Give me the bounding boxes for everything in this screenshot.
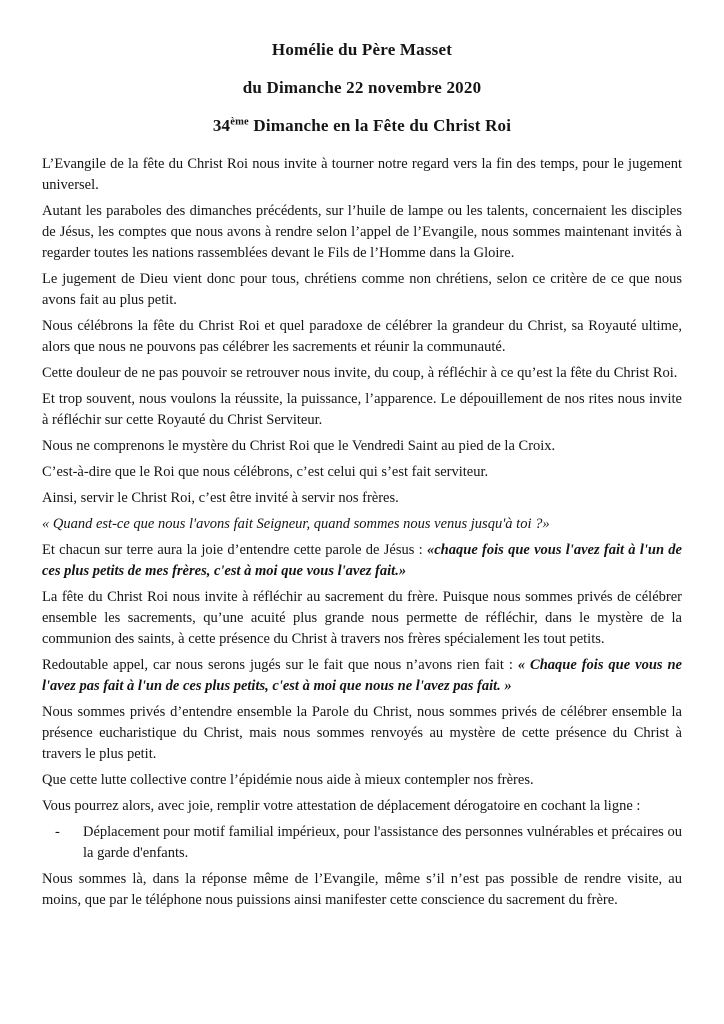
paragraph xyxy=(42,269,682,311)
body-text: Nous sommes là, dans la réponse même de l’Evangile, même s’il n’est pas possible de rendre visite, au moins, que par le téléphone nous puissions ainsi manifester cette conscience du sacrement du frère. xyxy=(42,871,682,908)
paragraph xyxy=(42,201,682,264)
body-text: La fête du Christ Roi nous invite à réfléchir au sacrement du frère. Puisque nous sommes privés de célébrer ensemble les sacrements, qu’une acuité plus grande nous permette de réfléchir, dans le mystère de la communion des saints, à cette présence du Christ à travers nos frères spécialement les tout petits. xyxy=(42,589,682,647)
quote-text: Déplacement pour motif familial impérieux, pour l'assistance des personnes vulnérables et précaires ou la garde d'enfants. xyxy=(83,824,682,861)
paragraph xyxy=(42,796,682,817)
body-text: C’est-à-dire que le Roi que nous célébrons, c’est celui qui s’est fait serviteur. xyxy=(42,464,489,480)
title-ordinal-suffix: ème xyxy=(230,116,249,128)
paragraph xyxy=(42,436,682,457)
paragraph xyxy=(42,587,682,650)
body-text: Et trop souvent, nous voulons la réussite, la puissance, l’apparence. Le dépouillement de nos rites nous invite à réfléchir sur cette Royauté du Christ Serviteur. xyxy=(42,391,682,428)
body-text: Ainsi, servir le Christ Roi, c’est être invité à servir nos frères. xyxy=(42,490,399,506)
list-item-text xyxy=(83,822,682,864)
document-header xyxy=(42,40,682,136)
paragraph xyxy=(42,514,682,535)
body-text: Le jugement de Dieu vient donc pour tous, chrétiens comme non chrétiens, selon ce critère de ce que nous avons fait au plus petit. xyxy=(42,271,682,308)
quote-text: «chaque fois que vous l'avez fait à l'un de ces plus petits de mes frères, c'est à moi que vous l'avez fait.» xyxy=(42,542,682,579)
list-marker: - xyxy=(55,824,60,840)
paragraph xyxy=(42,154,682,196)
body-text: Redoutable appel, car nous serons jugés sur le fait que nous n’avons rien fait : xyxy=(42,657,518,673)
body-text: Nous sommes privés d’entendre ensemble la Parole du Christ, nous sommes privés de célébrer ensemble la présence eucharistique du Christ, mais nous sommes renvoyés au mystère de cette présence du Christ à travers le plus petit. xyxy=(42,704,682,762)
document-body xyxy=(42,154,682,911)
paragraph xyxy=(42,869,682,911)
paragraph xyxy=(42,702,682,765)
paragraph xyxy=(42,462,682,483)
title-line-1: Homélie du Père Masset xyxy=(271,40,453,59)
body-text: Cette douleur de ne pas pouvoir se retrouver nous invite, du coup, à réfléchir à ce qu’est la fête du Christ Roi. xyxy=(42,365,678,381)
body-text: Vous pourrez alors, avec joie, remplir votre attestation de déplacement dérogatoire en cochant la ligne : xyxy=(42,798,641,814)
body-text: Que cette lutte collective contre l’épidémie nous aide à mieux contempler nos frères. xyxy=(42,772,534,788)
body-text: Et chacun sur terre aura la joie d’entendre cette parole de Jésus : xyxy=(42,542,427,558)
quote-text: « Chaque fois que vous ne l'avez pas fait à l'un de ces plus petits, c'est à moi que nous ne l'avez pas fait. » xyxy=(42,657,682,694)
title-line-3 xyxy=(42,116,682,136)
paragraph xyxy=(42,540,682,582)
quote-text: « Quand est-ce que nous l'avons fait Seigneur, quand sommes nous venus jusqu'à toi ?» xyxy=(42,516,550,532)
paragraph xyxy=(42,363,682,384)
paragraph xyxy=(42,655,682,697)
title-line-2: du Dimanche 22 novembre 2020 xyxy=(242,78,482,97)
paragraph xyxy=(42,316,682,358)
title-ordinal-number: 34 xyxy=(212,116,231,135)
body-text: L’Evangile de la fête du Christ Roi nous invite à tourner notre regard vers la fin des temps, pour le jugement universel. xyxy=(42,156,682,193)
list-item xyxy=(42,822,682,864)
body-text: Nous ne comprenons le mystère du Christ Roi que le Vendredi Saint au pied de la Croix. xyxy=(42,438,556,454)
body-text: Autant les paraboles des dimanches précédents, sur l’huile de lampe ou les talents, concernaient les disciples de Jésus, les comptes que nous avons à rendre selon l’appel de l’Evangile, nous sommes maintenant invités à regarder toutes les nations rassemblées devant le Fils de l’Homme dans la Gloire. xyxy=(42,203,682,261)
paragraph xyxy=(42,770,682,791)
paragraph xyxy=(42,488,682,509)
paragraph xyxy=(42,389,682,431)
body-text: Nous célébrons la fête du Christ Roi et quel paradoxe de célébrer la grandeur du Christ, sa Royauté ultime, alors que nous ne pouvons pas célébrer les sacrements et réunir la communauté. xyxy=(42,318,682,355)
title-line-3-text: Dimanche en la Fête du Christ Roi xyxy=(248,116,512,135)
